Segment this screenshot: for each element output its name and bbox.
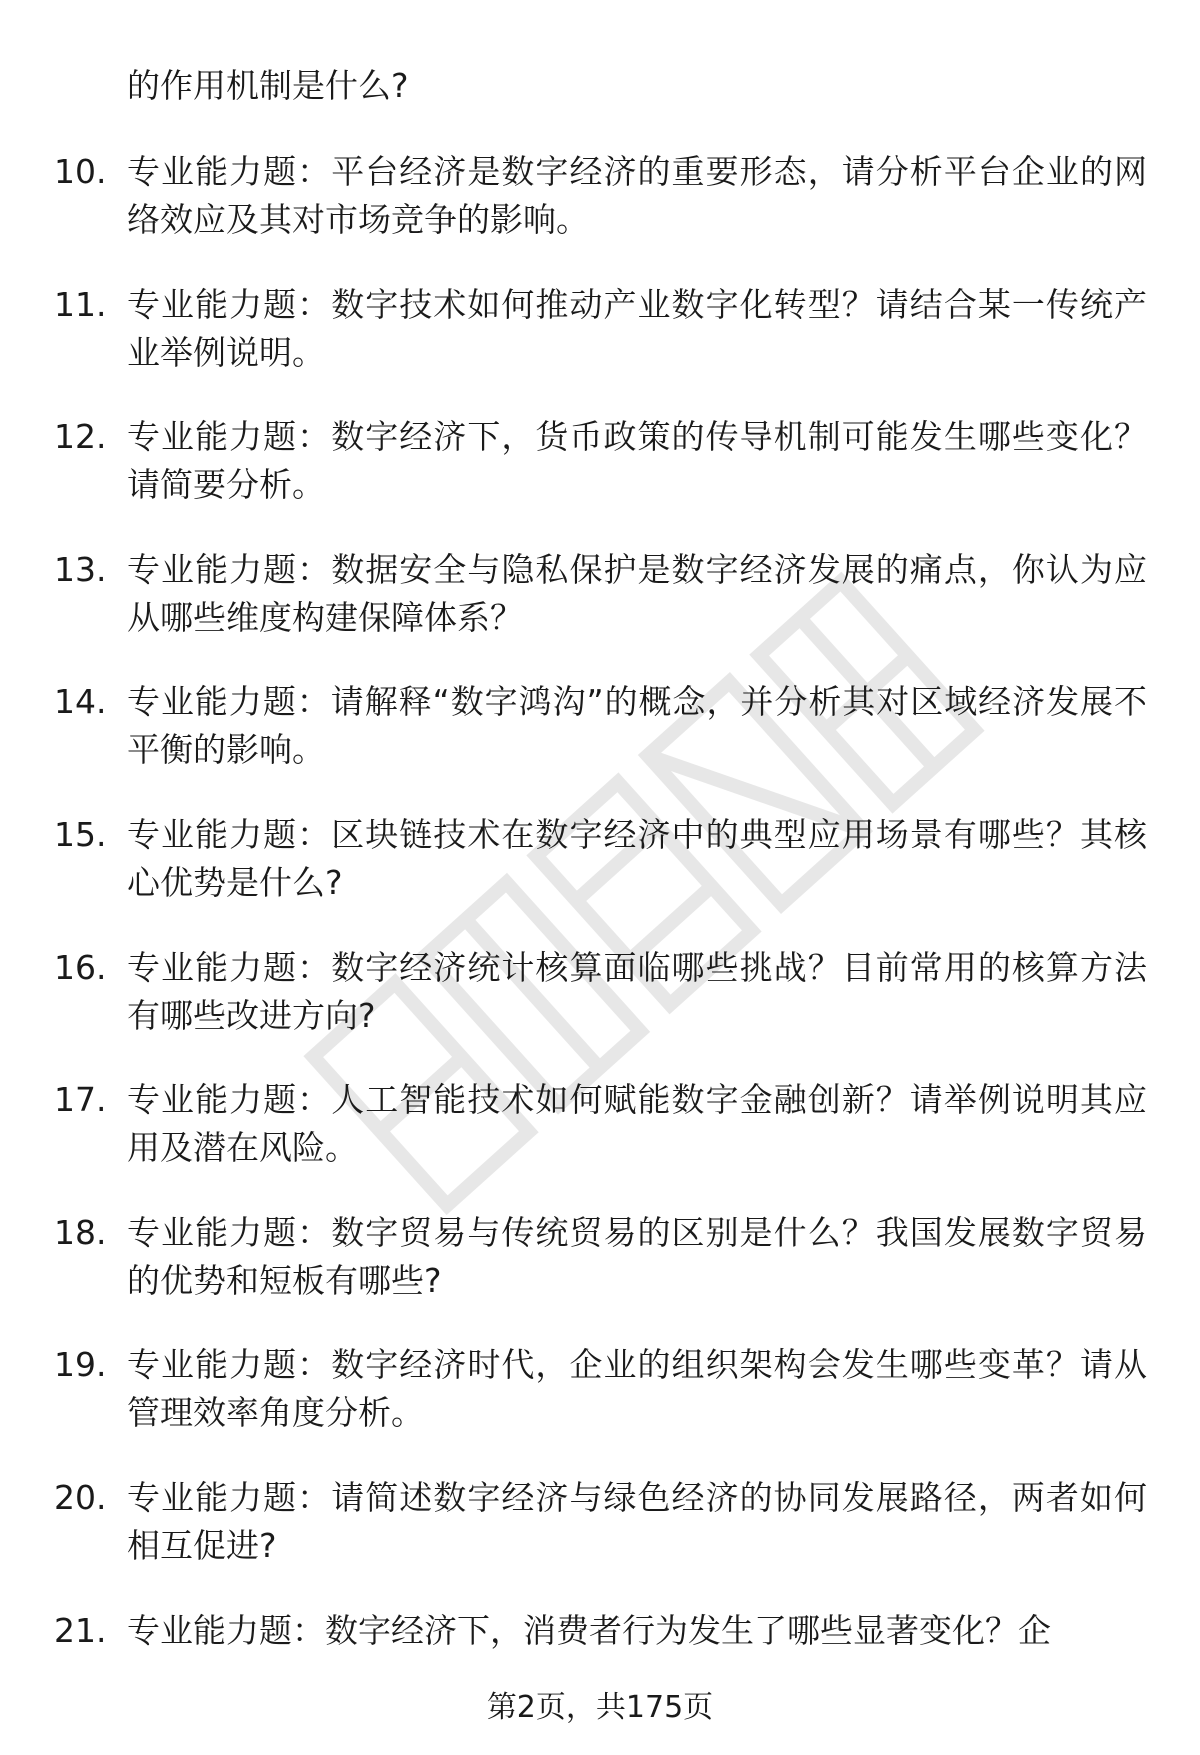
- question-number: 14.: [54, 682, 107, 722]
- question-number: 16.: [54, 947, 107, 987]
- continued-question-text: 的作用机制是什么?: [127, 66, 409, 105]
- page-number-footer: 第2页，共175页: [486, 1690, 714, 1725]
- question-list: [0, 148, 1200, 1739]
- question-text: 专业能力题：数据安全与隐私保护是数字经济发展的痛点，你认为应从哪些维度构建保障体系？: [127, 549, 1147, 637]
- question-number: 18.: [54, 1212, 107, 1252]
- question-text: 专业能力题：数字经济统计核算面临哪些挑战？目前常用的核算方法有哪些改进方向?: [127, 947, 1147, 1035]
- question-number: 21.: [54, 1610, 107, 1650]
- question-number: 13.: [54, 549, 107, 589]
- question-item: [0, 1341, 1200, 1474]
- question-text: 专业能力题：数字技术如何推动产业数字化转型？请结合某一传统产业举例说明。: [127, 284, 1147, 372]
- question-text: 专业能力题：数字贸易与传统贸易的区别是什么？我国发展数字贸易的优势和短板有哪些?: [127, 1212, 1147, 1300]
- question-text: 专业能力题：人工智能技术如何赋能数字金融创新？请举例说明其应用及潜在风险。: [127, 1080, 1147, 1168]
- question-text: 专业能力题：请简述数字经济与绿色经济的协同发展路径，两者如何相互促进?: [127, 1477, 1147, 1565]
- question-text: 专业能力题：数字经济时代，企业的组织架构会发生哪些变革？请从管理效率角度分析。: [127, 1345, 1147, 1433]
- question-number: 11.: [54, 284, 107, 324]
- question-text: 专业能力题：数字经济下，货币政策的传导机制可能发生哪些变化？请简要分析。: [127, 417, 1147, 505]
- question-item: [0, 1209, 1200, 1342]
- question-item: [0, 811, 1200, 944]
- question-number: 17.: [54, 1080, 107, 1120]
- question-number: 12.: [54, 417, 107, 457]
- question-text: 专业能力题：平台经济是数字经济的重要形态，请分析平台企业的网络效应及其对市场竞争的影响。: [127, 152, 1147, 239]
- question-item: [0, 1474, 1200, 1607]
- question-number: 20.: [54, 1477, 107, 1517]
- question-item: [0, 546, 1200, 679]
- question-item: [0, 413, 1200, 546]
- question-item: [0, 281, 1200, 414]
- question-text: 专业能力题：区块链技术在数字经济中的典型应用场景有哪些？其核心优势是什么?: [127, 814, 1147, 902]
- question-item: [0, 944, 1200, 1077]
- question-number: 19.: [54, 1345, 107, 1385]
- question-item: [0, 678, 1200, 811]
- question-number: 15.: [54, 814, 107, 854]
- question-item: [0, 148, 1200, 281]
- question-text: 专业能力题：请解释“数字鸿沟”的概念，并分析其对区域经济发展不平衡的影响。: [127, 682, 1147, 770]
- question-text: 专业能力题：数字经济下，消费者行为发生了哪些显著变化？企: [127, 1610, 1051, 1650]
- question-item: [0, 1076, 1200, 1209]
- question-number: 10.: [54, 152, 107, 191]
